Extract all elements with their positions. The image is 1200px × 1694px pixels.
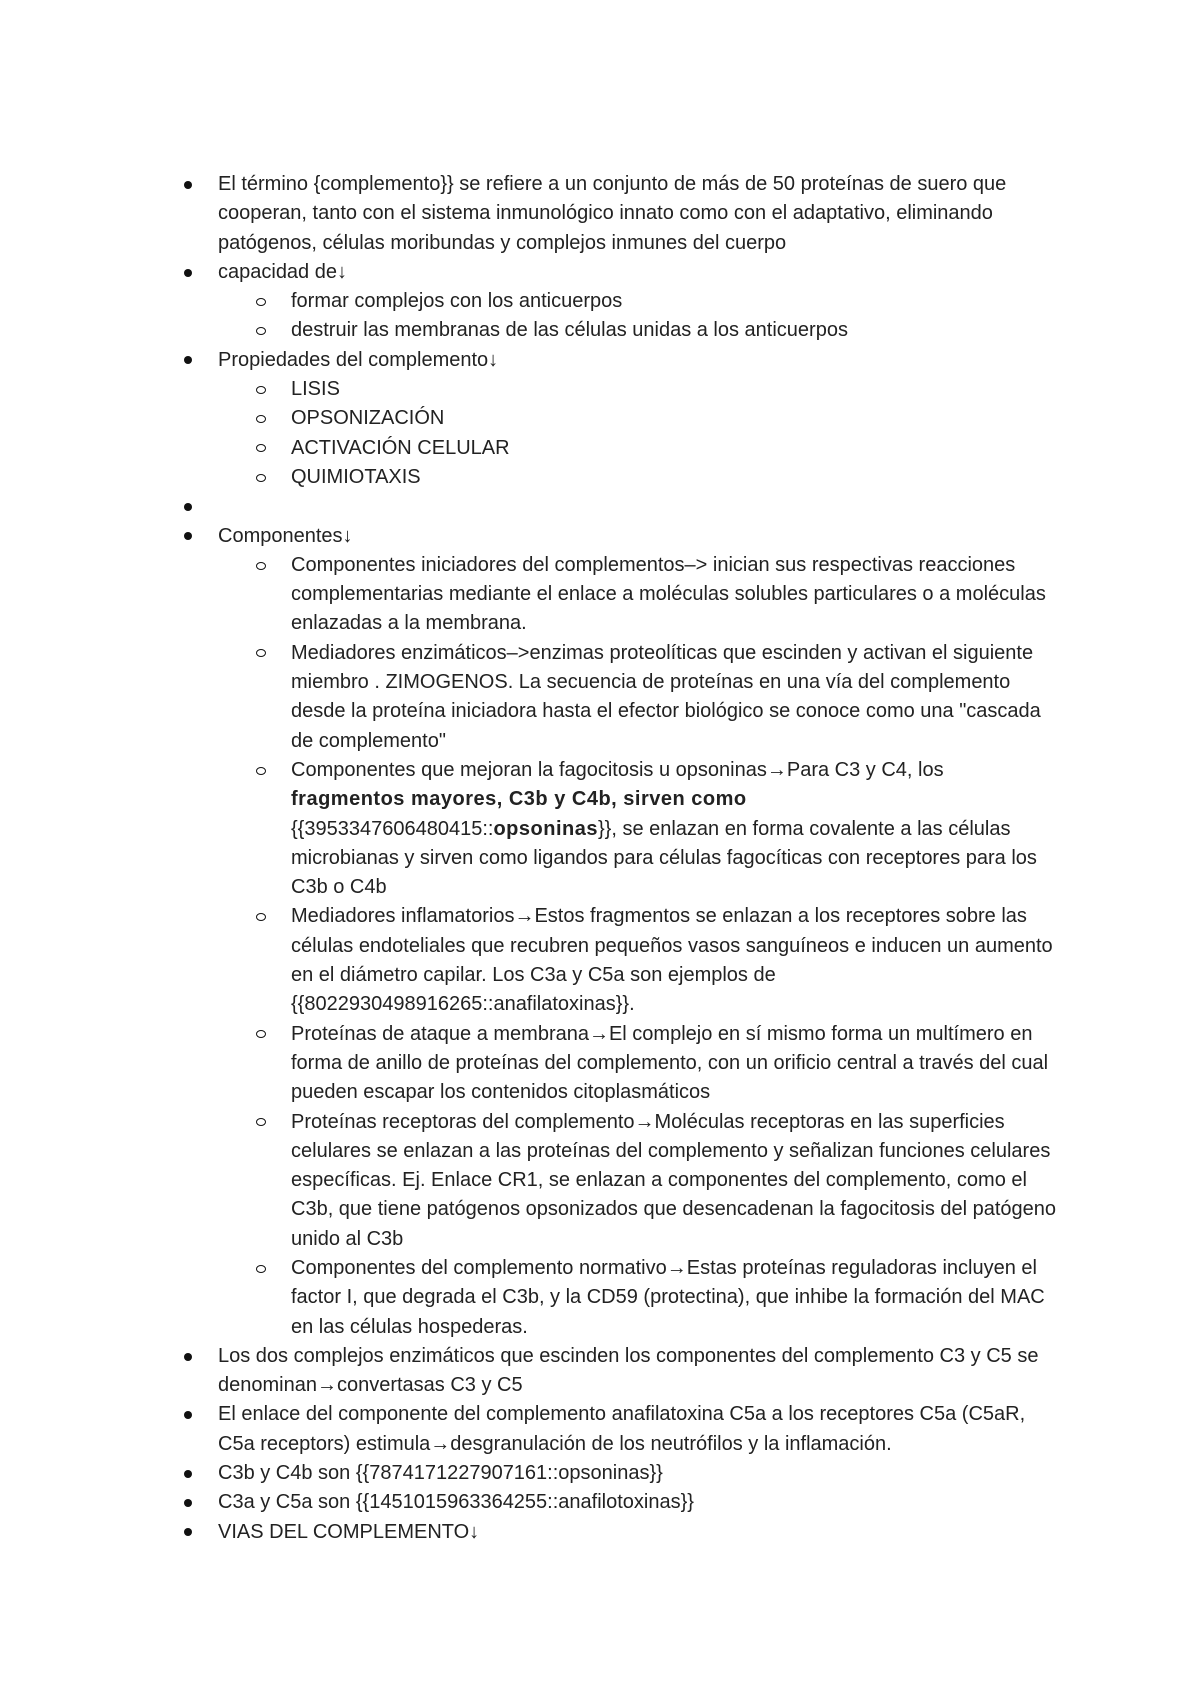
bullet-icon [182,1342,194,1371]
circle-bullet-icon [255,287,267,316]
sub-list-item [0,1020,1061,1108]
sub-list-item-text: Componentes que mejoran la fagocitosis u opsoninas→Para C3 y C4, los [291,758,944,781]
sub-list-item [0,463,1061,492]
sub-list-item [0,404,1061,433]
sub-list-item [0,1254,1061,1342]
bullet-icon [182,1488,194,1517]
list-item-text: C3a y C5a son {{1451015963364255::anafilotoxinas}} [218,1491,694,1514]
bold-text: opsoninas [493,817,598,840]
sub-list-item-text: LISIS [291,378,340,401]
list-item [0,1459,1058,1488]
circle-bullet-icon [255,316,267,345]
bullet-icon [182,1518,194,1547]
sub-list-item [0,287,1061,316]
document-body [0,170,1200,1547]
sub-list-item [0,316,1061,345]
circle-bullet-icon [255,1254,267,1283]
circle-bullet-icon [255,375,267,404]
bullet-icon [182,346,194,375]
sub-list-item-text: destruir las membranas de las células unidas a los anticuerpos [291,319,848,342]
list-item-text: capacidad de↓ [218,260,347,283]
sub-list-item-text: QUIMIOTAXIS [291,465,421,488]
empty-list-item [0,492,1058,521]
bullet-icon [182,258,194,287]
sub-list-item-text: ACTIVACIÓN CELULAR [291,436,510,459]
bullet-icon [182,492,194,521]
sub-list-item-text: }}, se enlazan en forma covalente a las células microbianas y sirven como ligandos para células fagocíticas con receptores para los C3b o C4b [291,817,1037,899]
sub-list-item-text: OPSONIZACIÓN [291,407,445,430]
circle-bullet-icon [255,551,267,580]
sub-list-item [0,551,1061,639]
sub-list-item [0,902,1061,1019]
sub-list-item-text: Proteínas de ataque a membrana→El complejo en sí mismo forma un multímero en forma de anillo de proteínas del complemento, con un orificio central a través del cual pueden escapar los contenidos citoplasmáticos [291,1022,1049,1104]
circle-bullet-icon [255,1020,267,1049]
sub-list-item-text: {{3953347606480415:: [291,817,494,840]
bold-text: fragmentos mayores, C3b y C4b, sirven como [291,788,747,811]
circle-bullet-icon [255,756,267,785]
bullet-icon [182,522,194,551]
bullet-icon [182,1400,194,1429]
circle-bullet-icon [255,463,267,492]
sub-list-item-text: Componentes del complemento normativo→Estas proteínas reguladoras incluyen el factor I, que degrada el C3b, y la CD59 (protectina), que inhibe la formación del MAC en las células hospederas. [291,1256,1045,1338]
list-item [0,170,1058,258]
sub-list-item [0,434,1061,463]
circle-bullet-icon [255,404,267,433]
bullet-icon [182,1459,194,1488]
sub-list-item-text: formar complejos con los anticuerpos [291,290,623,313]
list-item-text: Los dos complejos enzimáticos que escinden los componentes del complemento C3 y C5 se denominan→convertasas C3 y C5 [218,1344,1039,1397]
circle-bullet-icon [255,1108,267,1137]
list-item [0,522,1058,551]
list-item-text: Componentes↓ [218,524,353,547]
sub-list-item-text: Proteínas receptoras del complemento→Moléculas receptoras en las superficies celulares se enlazan a las proteínas del complemento y señalizan funciones celulares específicas. Ej. Enlace CR1, se enlazan a componentes del complemento, como el C3b, que tiene patógenos opsonizados que desencadenan la fagocitosis del patógeno unido al C3b [291,1110,1057,1250]
sub-list-item [0,375,1061,404]
sub-list-item [0,639,1061,756]
list-item [0,346,1058,375]
circle-bullet-icon [255,902,267,931]
sub-list-item-text: Mediadores inflamatorios→Estos fragmentos se enlazan a los receptores sobre las células endoteliales que recubren pequeños vasos sanguíneos e inducen un aumento en el diámetro capilar. Los C3a y C5a son ejemplos de {{8022930498916265::anafilatoxinas}}. [291,905,1053,1016]
list-item-text: VIAS DEL COMPLEMENTO↓ [218,1520,480,1543]
list-item [0,1342,1058,1401]
list-item-text: C3b y C4b son {{7874171227907161::opsoninas}} [218,1462,663,1485]
sub-list-item [0,1108,1061,1254]
list-item-text: El enlace del componente del complemento anafilatoxina C5a a los receptores C5a (C5aR, C5a receptors) estimula→desgranulación de los neutrófilos y la inflamación. [218,1403,1026,1455]
sub-list-item [0,756,1061,902]
sub-list-item-text: Componentes iniciadores del complementos–> inician sus respectivas reacciones complementarias mediante el enlace a moléculas solubles particulares o a moléculas enlazadas a la membrana. [291,553,1046,635]
list-item-text: El término {complemento}} se refiere a un conjunto de más de 50 proteínas de suero que cooperan, tanto con el sistema inmunológico innato como con el adaptativo, eliminando patógenos, células moribundas y complejos inmunes del cuerpo [218,173,1007,254]
list-item [0,1400,1058,1459]
list-item [0,258,1058,287]
bullet-icon [182,170,194,199]
list-item [0,1488,1058,1517]
list-item-text: Propiedades del complemento↓ [218,348,499,371]
list-item [0,1518,1058,1547]
circle-bullet-icon [255,639,267,668]
circle-bullet-icon [255,434,267,463]
sub-list-item-text: Mediadores enzimáticos–>enzimas proteolíticas que escinden y activan el siguiente miembro . ZIMOGENOS. La secuencia de proteínas en una vía del complemento desde la proteína iniciadora hasta el efector biológico se conoce como una "cascada de complemento" [291,641,1041,752]
